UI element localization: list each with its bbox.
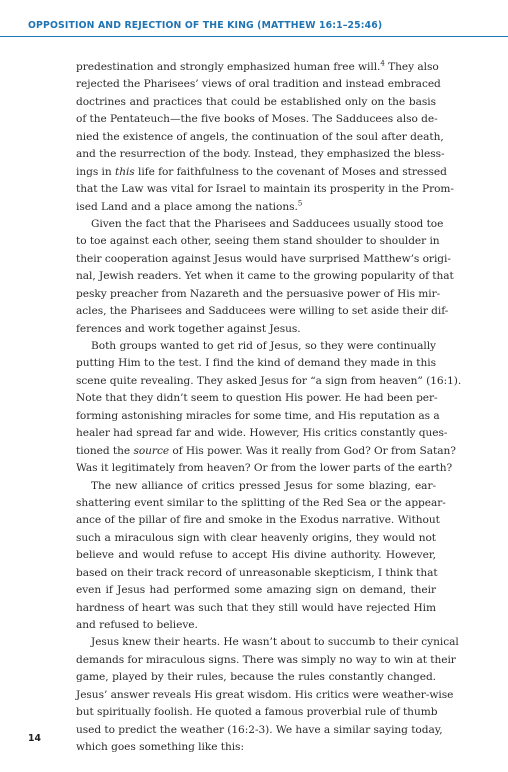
text-line: pesky preacher from Nazareth and the persuasive power of His mir- [76, 287, 441, 300]
text-line: doctrines and practices that could be established only on the basis [76, 95, 436, 108]
text-line: and the resurrection of the body. Instead, they emphasized the bless- [76, 148, 445, 161]
text-line: healer had spread far and wide. However, His critics constantly ques- [76, 427, 448, 440]
text-line: to toe against each other, seeing them stand shoulder to shoulder in [76, 235, 440, 248]
text-line: Given the fact that the Pharisees and Sadducees usually stood toe [91, 217, 444, 230]
text-line: nal, Jewish readers. Yet when it came to the growing popularity of that [76, 270, 454, 283]
text-line: scene quite revealing. They asked Jesus for “a sign from heaven” (16:1). [76, 374, 462, 387]
text-line: hardness of heart was such that they still would have rejected Him [76, 601, 436, 614]
text-line: rejected the Pharisees’ views of oral tradition and instead embraced [76, 78, 441, 91]
text-line: that the Law was vital for Israel to maintain its prosperity in the Prom- [76, 183, 454, 196]
text-line: predestination and strongly emphasized human free will.$^4$ They also [76, 59, 439, 73]
running-head: OPPOSITION AND REJECTION OF THE KING (MATTHEW 16:1–25:46) [28, 20, 383, 31]
text-line: The new alliance of critics pressed Jesus for some blazing, ear- [91, 479, 436, 492]
header-rule [0, 36, 508, 37]
text-line: their cooperation against Jesus would have surprised Matthew’s origi- [76, 252, 451, 265]
text-line: acles, the Pharisees and Sadducees were willing to set aside their dif- [76, 305, 449, 318]
text-line: based on their track record of unreasonable skepticism, I think that [76, 566, 438, 579]
text-line: Jesus knew their hearts. He wasn’t about to succumb to their cynical [91, 636, 459, 649]
footnote-reference: 5 [297, 198, 303, 207]
text-line: used to predict the weather (16:2-3). We have a similar saying today, [76, 723, 443, 736]
text-line: forming astonishing miracles for some time, and His reputation as a [76, 409, 440, 422]
text-line: ised Land and a place among the nations.$^5$ [76, 198, 303, 213]
text-line: believe and would refuse to accept His divine authority. However, [76, 549, 436, 562]
text-line: ferences and work together against Jesus. [76, 322, 301, 335]
text-line: which goes something like this: [76, 741, 244, 754]
text-line: of the Pentateuch—the five books of Moses. The Sadducees also de- [76, 113, 438, 126]
text-line: and refused to believe. [76, 619, 198, 631]
text-line: Jesus’ answer reveals His great wisdom. His critics were weather-wise [76, 688, 454, 701]
text-line: Both groups wanted to get rid of Jesus, so they were continually [91, 340, 436, 352]
text-line: but spiritually foolish. He quoted a famous proverbial rule of thumb [76, 706, 438, 719]
text-line: shattering event similar to the splitting of the Red Sea or the appear- [76, 496, 446, 509]
text-line: even if Jesus had performed some amazing sign on demand, their [76, 584, 436, 597]
text-line: such a miraculous sign with clear heavenly origins, they would not [76, 531, 436, 544]
body-text [76, 59, 462, 757]
page-number: 14 [28, 733, 41, 744]
text-line: tioned the source of His power. Was it really from God? Or from Satan? [76, 444, 456, 457]
text-line: game, played by their rules, because the rules constantly changed. [76, 671, 436, 684]
text-line: Was it legitimately from heaven? Or from the lower parts of the earth? [76, 462, 453, 475]
text-line: nied the existence of angels, the continuation of the soul after death, [76, 130, 444, 143]
footnote-reference: 4 [380, 59, 385, 68]
text-line: ings in this life for faithfulness to the covenant of Moses and stressed [76, 165, 447, 178]
text-line: Note that they didn’t seem to question His power. He had been per- [76, 392, 438, 405]
text-line: putting Him to the test. I find the kind of demand they made in this [76, 357, 436, 370]
text-line: ance of the pillar of fire and smoke in the Exodus narrative. Without [76, 514, 440, 527]
text-line: demands for miraculous signs. There was simply no way to win at their [76, 653, 456, 666]
